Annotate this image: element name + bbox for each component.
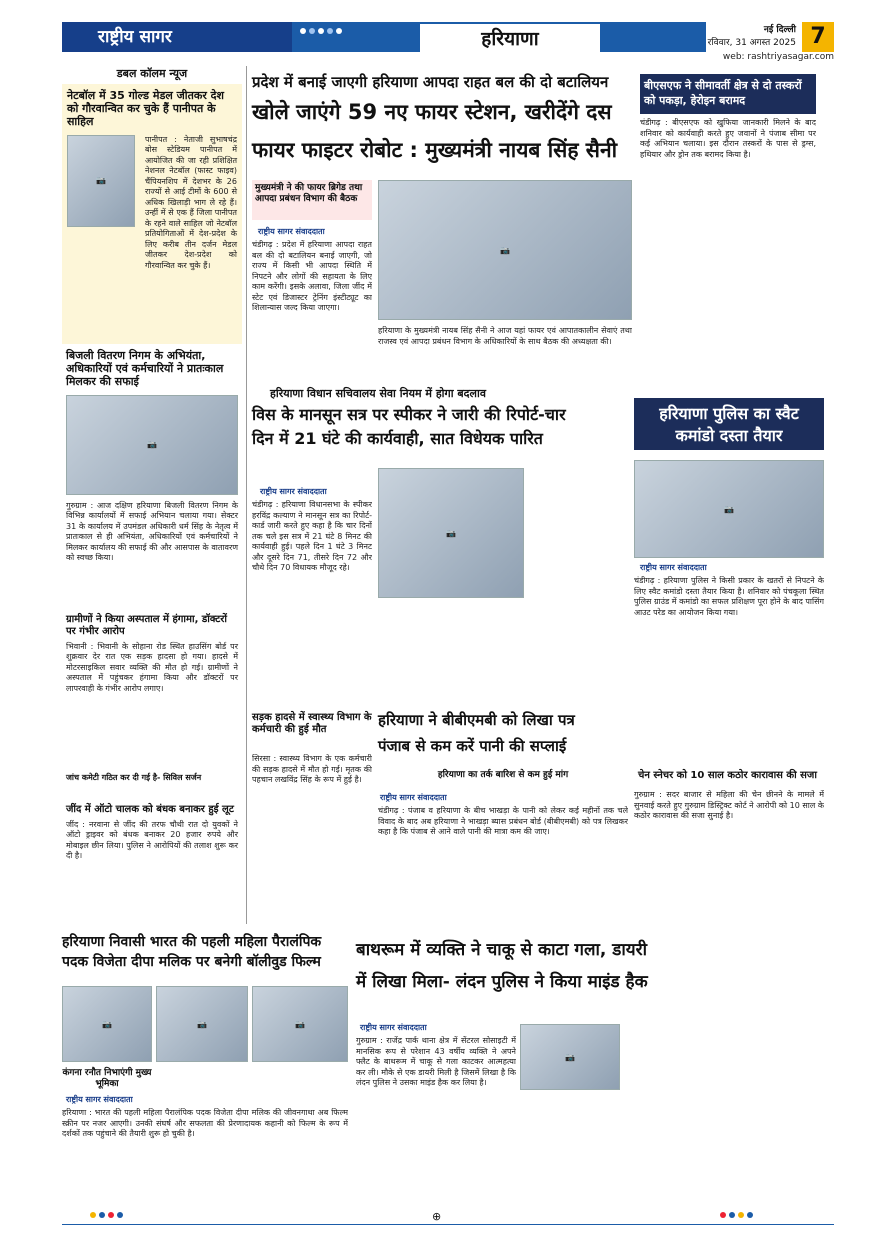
date-block [706,22,802,52]
masthead-decoration [300,28,342,34]
swat-byline: राष्ट्रीय सागर संवाददाता [640,563,707,572]
swat-headline [634,398,824,450]
secretariat-kicker: हरियाणा विधान सचिवालय सेवा नियम में होगा बदलाव [270,387,486,400]
swat-headline-2: कमांडो दस्ता तैयार [675,426,783,445]
paralympic-caption: कंगना रनौत निभाएंगी मुख्य भूमिका [62,1068,152,1089]
bbmb-body: चंडीगढ़ : पंजाब व हरियाणा के बीच भाखड़ा के पानी को लेकर कई महीनों तक चले विवाद के बाद अब हरियाणा ने भाखड़ा ब्यास प्रबंधन बोर्ड (बीबीएमबी) को पत्र लिखकर कहा है कि पंजाब से आने वाले पानी की मात्रा कम की जाए। [378,806,628,836]
paralympic-headline-1: हरियाणा निवासी भारत की पहली महिला पैरालंपिक [62,934,322,950]
lead-byline: राष्ट्रीय सागर संवाददाता [258,227,325,236]
accident-headline: सड़क हादसे में स्वास्थ्य विभाग के कर्मचारी की हुई मौत [252,712,372,735]
bbmb-subhead: हरियाणा का तर्क बारिश से कम हुई मांग [437,770,569,780]
actor-photo: 📷 [62,986,152,1062]
secretariat-body: चंडीगढ़ : हरियाणा विधानसभा के स्पीकर हरविंद्र कल्याण ने मानसून सत्र का रिपोर्ट-कार्ड जारी करते हुए कहा है कि चार दिनों तक चले इस सत्र में 21 घंटे 8 मिनट की कार्यवाही हुई। पहले दिन 1 घंटे 3 मिनट और दूसरे दिन 71, तीसरे दिन 72 और चौथे दिन 70 विधायक मौजूद रहे। [252,500,372,572]
footer-decoration-right [720,1212,753,1218]
date: रविवार, 31 अगस्त 2025 [707,38,796,48]
award-photo: 📷 [156,986,248,1062]
column-label: डबल कॉलम न्यूज [116,67,188,80]
lead-body: चंडीगढ़ : प्रदेश में हरियाणा आपदा राहत बल की दो बटालियन बनाई जाएगी, जो राज्य में किसी भी आपदा स्थिति में निपटने और लोगों की सहायता के लिए काम करेंगी। इसके अलावा, जिला जींद में स्टेट एवं डिजास्टर ट्रेनिंग इंस्टीट्यूट का शिलान्यास जल्द किया जाएगा। [252,240,372,312]
story-netball [62,84,242,344]
story-hospital-headline: ग्रामीणों ने किया अस्पताल में हंगामा, डॉक्टरों पर गंभीर आरोप [66,614,227,637]
bbmb-headline-1: हरियाणा ने बीबीएमबी को लिखा पत्र [378,711,575,729]
commando-photo: 📷 [634,460,824,558]
website: web: rashtriyasagar.com [722,52,834,62]
footer-decoration-left [90,1212,123,1218]
paralympic-headline-2: पदक विजेता दीपा मलिक पर बनेगी बॉलीवुड फिल्म [62,954,321,970]
jail-body: गुरुग्राम : सदर बाजार से महिला की चेन छीनने के मामले में सुनवाई करते हुए गुरुग्राम डिस्ट्रिक्ट कोर्ट ने आरोपी को 10 साल के कठोर कारावास की सजा सुनाई है। [634,790,824,820]
lead-headline-1: खोले जाएंगे 59 नए फायर स्टेशन, खरीदेंगे दस [252,100,612,124]
lead-body-right: हरियाणा के मुख्यमंत्री नायब सिंह सैनी ने आज यहां फायर एवं आपातकालीन सेवाएं तथा राजस्व एवं आपदा प्रबंधन विभाग के अधिकारियों के साथ बैठक की अध्यक्षता की। [378,326,632,346]
lead-side-label: मुख्यमंत्री ने की फायर ब्रिगेड तथा आपदा प्रबंधन विभाग की बैठक [252,180,372,220]
secretariat-headline-2: दिन में 21 घंटे की कार्यवाही, सात विधेयक पारित [252,429,543,448]
lead-kicker: प्रदेश में बनाई जाएगी हरियाणा आपदा राहत बल की दो बटालियन [252,73,609,91]
city: नई दिल्ली [763,25,796,35]
secretariat-headline-1: विस के मानसून सत्र पर स्पीकर ने जारी की रिपोर्ट-चार [252,405,566,424]
secretariat-byline: राष्ट्रीय सागर संवाददाता [260,487,327,496]
footer-center-glyph: ⊕ [432,1210,442,1223]
story-netball-body: पानीपत : नेताजी सुभाषचंद्र बोस स्टेडियम पानीपत में आयोजित की जा रही प्रशिक्षित नेशनल नेटबॉल (फास्ट फाइव) चैंपियनशिप में देशभर के 26 राज्यों से आई टीमों के 600 से अधिक खिलाड़ी भाग ले रहे हैं। उन्हीं में से एक हैं जिला पानीपत के रहने वाले साहिल जो नेटबॉल प्रतियोगिताओं में देश-प्रदेश के लिए करीब तीन दर्जन मेडल जीतकर देश-प्रदेश को गौरवान्वित कर चुके हैं। [145,134,237,270]
london-headline-2: में लिखा मिला- लंदन पुलिस ने किया माइंड हैक [356,972,648,992]
power-staff-photo: 📷 [66,395,238,495]
story-netball-headline: नेटबॉल में 35 गोल्ड मेडल जीतकर देश को गौरवान्वित कर चुके हैं पानीपत के साहिल [67,89,224,128]
bbmb-headline-2: पंजाब से कम करें पानी की सप्लाई [378,737,567,755]
paper-name: राष्ट्रीय सागर [62,22,292,52]
story-power [62,348,242,563]
column-divider [246,66,247,924]
story-power-body: गुरुग्राम : आज दक्षिण हरियाणा बिजली वितरण निगम के विभिन्न कार्यालयों में सफाई अभियान चलाया गया। सेक्टर 31 के कार्यालय में उपमंडल अधिकारी धर्म सिंह के नेतृत्व में प्रातःकाल से ही अभियंता, अधिकारियों एवं कर्मचारियों ने मिलकर कार्यालय की सफाई की और आसपास के वातावरण को स्वच्छ किया। [66,500,238,563]
swat-body: चंडीगढ़ : हरियाणा पुलिस ने किसी प्रकार के खतरों से निपटने के लिए स्वैट कमांडो दस्ता तैयार किया है। शनिवार को पंचकूला स्थित पुलिस ग्राउंड में कमांडो का सफल प्रशिक्षण पूरा होने के बाद पासिंग आउट परेड का आयोजन किया गया। [634,576,824,617]
lead-headline-2: फायर फाइटर रोबोट : मुख्यमंत्री नायब सिंह सैनी [252,138,618,162]
london-headline-1: बाथरूम में व्यक्ति ने चाकू से काटा गला, डायरी [356,940,648,960]
story-jind [62,802,242,922]
paralympic-body: हरियाणा : भारत की पहली महिला पैरालंपिक पदक विजेता दीपा मलिक की जीवनगाथा अब फिल्म स्क्रीन पर नजर आएगी। उनकी संघर्ष और सफलता की प्रेरणादायक कहानी को फिल्म के रूप में दर्शकों तक पहुंचाने की तैयारी शुरू हो चुकी है। [62,1108,348,1138]
london-byline: राष्ट्रीय सागर संवाददाता [360,1023,427,1032]
london-photo: 📷 [520,1024,620,1090]
swat-headline-1: हरियाणा पुलिस का स्वैट [659,404,799,423]
accident-body: सिरसा : स्वास्थ्य विभाग के एक कर्मचारी की सड़क हादसे में मौत हो गई। मृतक की पहचान लखविंद्र सिंह के रूप में हुई है। [252,754,372,784]
story-jind-body: जींद : नरवाना से जींद की तरफ चौथी रात दो युवकों ने ऑटो ड्राइवर को बंधक बनाकर 20 हजार रुपये और मोबाइल छीन लिया। पुलिस ने आरोपियों की तलाश शुरू कर दी है। [66,819,238,861]
story-jind-headline: जींद में ऑटो चालक को बंधक बनाकर हुई लूट [66,804,234,815]
bbmb-byline: राष्ट्रीय सागर संवाददाता [380,793,447,802]
story-hospital-subhead: जांच कमेटी गठित कर दी गई है- सिविल सर्जन [66,772,202,782]
jail-headline: चेन स्नेचर को 10 साल कठोर कारावास की सजा [638,770,817,781]
london-body: गुरुग्राम : राजेंद्र पार्क थाना क्षेत्र में सेंटरल सोसाइटी में मानसिक रूप से परेशान 43 वर्षीय व्यक्ति ने अपने फ्लैट के बाथरूम में चाकू से गला काटकर आत्महत्या कर ली। मौके से एक डायरी मिली है जिसमें लिखा है कि लंदन पुलिस ने उसका माइंड हैक कर लिया है। [356,1036,516,1087]
paralympic-byline: राष्ट्रीय सागर संवाददाता [66,1095,133,1104]
athlete-wheelchair-photo: 📷 [252,986,348,1062]
page-number: 7 [802,22,834,52]
athlete-photo: 📷 [67,135,135,227]
footer-rule [62,1224,834,1225]
bsf-body: चंडीगढ़ : बीएसएफ को खुफिया जानकारी मिलने के बाद शनिवार को कार्यवाही करते हुए जवानों ने पंजाब सीमा पर कई अभियान चलाया। इस दौरान तस्करों के पास से ड्रग्स, हथियार और ड्रोन तक बरामद किया है। [640,118,816,159]
story-hospital [62,612,242,792]
bsf-headline: बीएसएफ ने सीमावर्ती क्षेत्र से दो तस्करों को पकड़ा, हेरोइन बरामद [640,74,816,114]
speaker-photo: 📷 [378,468,524,598]
story-power-headline: बिजली वितरण निगम के अभियंता, अधिकारियों एवं कर्मचारियों ने प्रातःकाल मिलकर की सफाई [66,349,224,388]
story-hospital-body: भिवानी : भिवानी के सोहाना रोड स्थित हाउसिंग बोर्ड पर शुक्रवार देर रात एक सड़क हादसा हो गया। हादसे में मोटरसाइकिल सवार व्यक्ति की मौत हो गई। ग्रामीणों ने अस्पताल में पहुंचकर हंगामा किया और डॉक्टरों पर लापरवाही के गंभीर आरोप लगाए। [66,641,238,693]
cm-meeting-photo: 📷 [378,180,632,320]
section-title: हरियाणा [420,22,600,52]
